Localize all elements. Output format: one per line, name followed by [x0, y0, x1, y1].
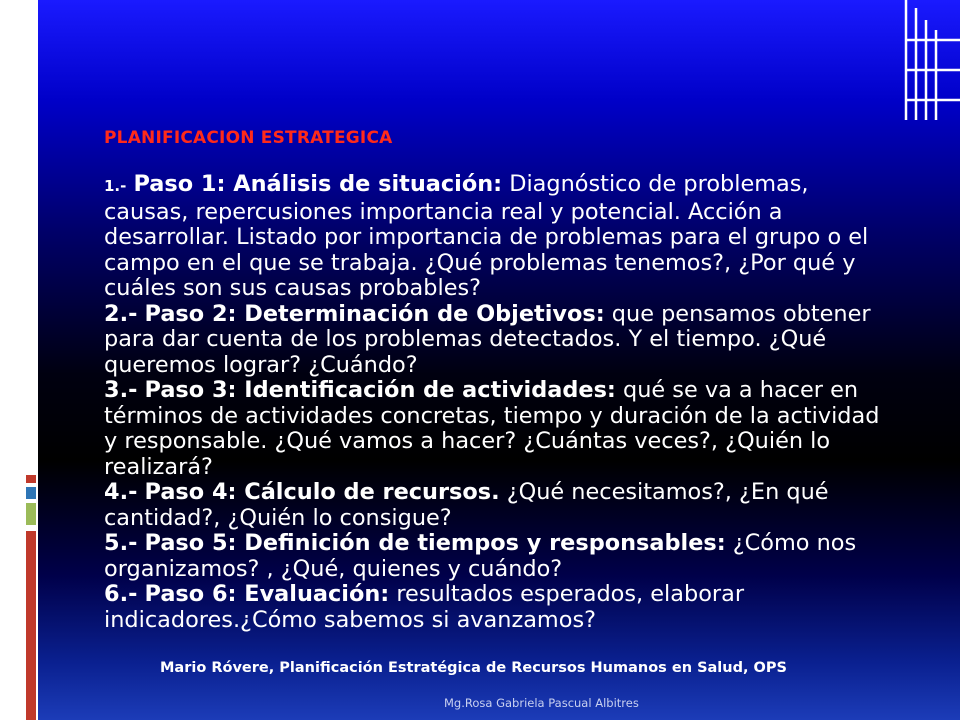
step-6 [104, 582, 884, 633]
left-decorative-strip [0, 0, 38, 720]
step-text: ¿Cómo nos organizamos? , ¿Qué, quienes y cuándo? [104, 530, 857, 582]
step-text: ¿Qué necesitamos?, ¿En qué cantidad?, ¿Quién lo consigue? [104, 479, 829, 531]
accent-bar-red-top [26, 475, 36, 483]
corner-lines-decoration [900, 0, 960, 120]
step-2 [104, 302, 884, 379]
step-number: 1.- [104, 177, 127, 195]
accent-bar-red-bottom [26, 531, 36, 720]
step-number: 3.- [104, 377, 138, 403]
step-label: Paso 1: Análisis de situación: [133, 171, 503, 197]
step-text: qué se va a hacer en términos de actividades concretas, tiempo y duración de la actividad y responsable. ¿Qué vamos a hacer? ¿Cuántas veces?, ¿Quién lo realizará? [104, 377, 880, 480]
step-text: que pensamos obtener para dar cuenta de los problemas detectados. Y el tiempo. ¿Qué queremos lograr? ¿Cuándo? [104, 300, 871, 378]
step-text: Diagnóstico de problemas, causas, repercusiones importancia real y potencial. Acción a desarrollar. Listado por importancia de problemas para el grupo o el campo en el que se trabaja. ¿Qué problemas tenemos?, ¿Por qué y cuáles son sus causas probables? [104, 171, 869, 301]
step-label: Paso 4: Cálculo de recursos. [144, 479, 500, 505]
step-number: 2.- [104, 300, 138, 327]
accent-bar-blue [26, 487, 36, 499]
steps-content [104, 172, 884, 633]
step-label: Paso 3: Identificación de actividades: [144, 377, 616, 403]
step-4 [104, 480, 884, 531]
step-5 [104, 531, 884, 582]
step-label: Paso 5: Definición de tiempos y responsables: [144, 530, 726, 556]
step-number: 6.- [104, 581, 138, 607]
step-label: Paso 6: Evaluación: [144, 581, 390, 607]
step-number: 5.- [104, 530, 138, 556]
step-text: resultados esperados, elaborar indicadores.¿Cómo sabemos si avanzamos? [104, 581, 745, 633]
accent-bar-green [26, 503, 36, 525]
slide-title: PLANIFICACION ESTRATEGICA [104, 128, 393, 148]
step-1 [104, 172, 884, 302]
slide-footer-author: Mg.Rosa Gabriela Pascual Albitres [444, 696, 639, 710]
step-number: 4.- [104, 479, 138, 505]
source-citation: Mario Róvere, Planificación Estratégica de Recursos Humanos en Salud, OPS [160, 660, 787, 676]
step-label: Paso 2: Determinación de Objetivos: [144, 300, 605, 327]
step-3 [104, 378, 884, 480]
